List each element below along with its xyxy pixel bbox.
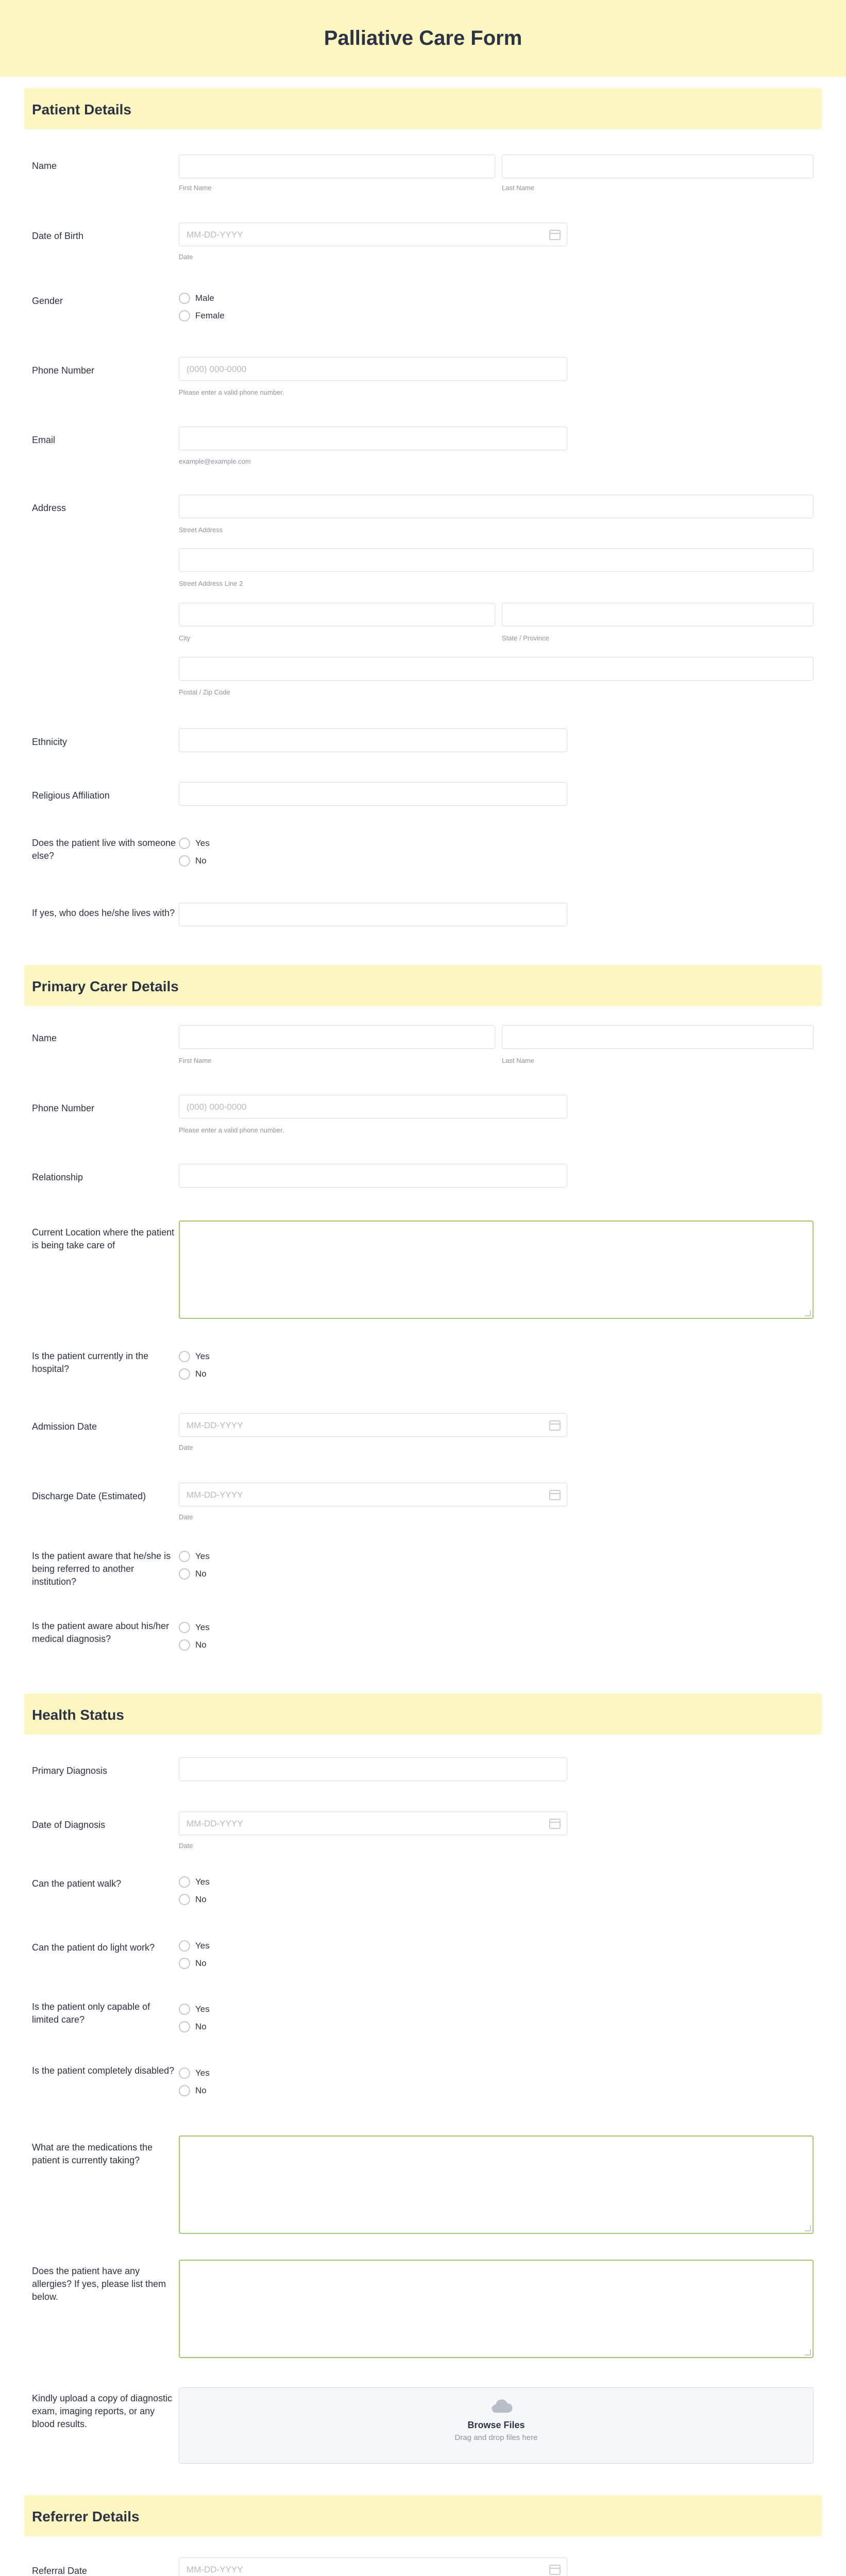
option-label: Yes — [195, 1877, 210, 1887]
first-name-sublabel: First Name — [179, 184, 212, 192]
light-work-yes[interactable] — [179, 1940, 210, 1952]
option-label: No — [195, 856, 207, 866]
section-referrer — [24, 2495, 822, 2536]
first-name-sublabel: First Name — [179, 1057, 212, 1064]
radio-icon[interactable] — [179, 855, 190, 867]
option-label: Male — [195, 293, 214, 303]
address-label: Address — [32, 503, 66, 513]
radio-icon[interactable] — [179, 2067, 190, 2079]
last-name-input[interactable] — [502, 155, 814, 178]
who-lives-label: If yes, who does he/she lives with? — [32, 908, 175, 918]
option-label: Yes — [195, 1941, 210, 1951]
radio-icon[interactable] — [179, 1639, 190, 1651]
option-label: No — [195, 1894, 207, 1904]
city-sublabel: City — [179, 634, 191, 642]
radio-icon[interactable] — [179, 293, 190, 304]
can-walk-yes[interactable] — [179, 1876, 210, 1888]
light-work-no[interactable] — [179, 1958, 207, 1969]
option-label: Female — [195, 311, 225, 320]
who-lives-input[interactable] — [179, 903, 567, 926]
radio-icon[interactable] — [179, 1876, 190, 1888]
upload-label: Kindly upload a copy of diagnostic exam, imaging reports, or any blood results. — [32, 2393, 173, 2429]
carer-name-label: Name — [32, 1033, 57, 1043]
date-placeholder: MM-DD-YYYY — [187, 2565, 243, 2574]
disabled-no[interactable] — [179, 2085, 207, 2096]
limited-care-label: Is the patient only capable of limited care? — [32, 2002, 150, 2025]
phone-placeholder: (000) 000-0000 — [187, 364, 247, 374]
section-patient-details — [24, 88, 822, 129]
primary-diagnosis-label: Primary Diagnosis — [32, 1766, 108, 1776]
gender-male-option[interactable] — [179, 293, 214, 304]
light-work-label: Can the patient do light work? — [32, 1942, 155, 1953]
section-primary-carer — [24, 965, 822, 1006]
option-label: No — [195, 2022, 207, 2031]
radio-icon[interactable] — [179, 1551, 190, 1562]
state-input[interactable] — [502, 603, 814, 626]
can-walk-label: Can the patient walk? — [32, 1878, 122, 1889]
relationship-label: Relationship — [32, 1172, 83, 1182]
can-walk-no[interactable] — [179, 1894, 207, 1905]
radio-icon[interactable] — [179, 1368, 190, 1380]
street-address-sublabel: Street Address — [179, 526, 223, 534]
carer-first-name-input[interactable] — [179, 1025, 495, 1049]
date-sublabel: Date — [179, 1842, 193, 1850]
ethnicity-label: Ethnicity — [32, 737, 67, 747]
current-location-textarea[interactable] — [179, 1221, 814, 1319]
date-placeholder: MM-DD-YYYY — [187, 1490, 243, 1500]
city-input[interactable] — [179, 603, 495, 626]
drag-drop-text: Drag and drop files here — [454, 2433, 538, 2442]
street-address-input[interactable] — [179, 495, 814, 518]
option-label: Yes — [195, 1551, 210, 1561]
lives-with-label: Does the patient live with someone else? — [32, 838, 176, 861]
referral-date-label: Referral Date — [32, 2566, 88, 2576]
option-label: Yes — [195, 2004, 210, 2014]
last-name-sublabel: Last Name — [502, 1057, 534, 1064]
radio-icon[interactable] — [179, 1351, 190, 1362]
radio-icon[interactable] — [179, 1568, 190, 1580]
date-diagnosis-label: Date of Diagnosis — [32, 1820, 106, 1830]
ethnicity-input[interactable] — [179, 728, 567, 752]
primary-diagnosis-input[interactable] — [179, 1757, 567, 1781]
dob-input[interactable] — [179, 223, 567, 246]
lives-with-no[interactable] — [179, 855, 207, 867]
form-title: Palliative Care Form — [324, 27, 522, 49]
in-hospital-label: Is the patient currently in the hospital? — [32, 1351, 149, 1374]
aware-referred-label: Is the patient aware that he/she is being referred to another institution? — [32, 1551, 171, 1587]
email-label: Email — [32, 435, 56, 445]
dob-placeholder: MM-DD-YYYY — [187, 230, 243, 240]
state-sublabel: State / Province — [502, 634, 549, 642]
calendar-icon[interactable] — [549, 2565, 561, 2575]
date-placeholder: MM-DD-YYYY — [187, 1819, 243, 1828]
aware-diagnosis-label: Is the patient aware about his/her medical diagnosis? — [32, 1621, 170, 1644]
option-label: No — [195, 1640, 207, 1650]
radio-icon[interactable] — [179, 838, 190, 849]
first-name-input[interactable] — [179, 155, 495, 178]
email-input[interactable] — [179, 427, 567, 450]
in-hospital-no[interactable] — [179, 1368, 207, 1380]
name-label: Name — [32, 161, 57, 171]
religious-label: Religious Affiliation — [32, 790, 110, 801]
street-address-2-sublabel: Street Address Line 2 — [179, 580, 243, 587]
radio-icon[interactable] — [179, 1894, 190, 1905]
option-label: Yes — [195, 1351, 210, 1361]
email-sublabel: example@example.com — [179, 457, 251, 465]
street-address-2-input[interactable] — [179, 548, 814, 572]
radio-icon[interactable] — [179, 310, 190, 321]
religious-input[interactable] — [179, 782, 567, 806]
gender-female-option[interactable] — [179, 310, 225, 321]
radio-icon[interactable] — [179, 1958, 190, 1969]
dob-label: Date of Birth — [32, 231, 84, 241]
lives-with-yes[interactable] — [179, 838, 210, 849]
date-sublabel: Date — [179, 1513, 193, 1521]
file-upload-dropzone[interactable] — [179, 2387, 814, 2464]
date-placeholder: MM-DD-YYYY — [187, 1420, 243, 1430]
aware-diagnosis-no[interactable] — [179, 1639, 207, 1651]
section-title: Patient Details — [32, 101, 131, 117]
phone-placeholder: (000) 000-0000 — [187, 1102, 247, 1112]
phone-sublabel: Please enter a valid phone number. — [179, 1126, 284, 1134]
postal-sublabel: Postal / Zip Code — [179, 688, 230, 696]
date-sublabel: Date — [179, 1444, 193, 1451]
form-header — [0, 0, 846, 77]
calendar-icon[interactable] — [549, 1420, 561, 1431]
carer-last-name-input[interactable] — [502, 1025, 814, 1049]
section-title: Referrer Details — [32, 2509, 140, 2524]
phone-label: Phone Number — [32, 365, 95, 376]
cloud-upload-icon — [490, 2398, 513, 2414]
aware-referred-yes[interactable] — [179, 1551, 210, 1562]
option-label: No — [195, 2086, 207, 2095]
option-label: Yes — [195, 838, 210, 848]
admission-date-input[interactable] — [179, 1413, 567, 1437]
dob-sublabel: Date — [179, 253, 193, 261]
section-title: Primary Carer Details — [32, 978, 179, 994]
aware-diagnosis-yes[interactable] — [179, 1622, 210, 1633]
disabled-yes[interactable] — [179, 2067, 210, 2079]
discharge-date-label: Discharge Date (Estimated) — [32, 1491, 146, 1501]
limited-care-no[interactable] — [179, 2021, 207, 2032]
phone-sublabel: Please enter a valid phone number. — [179, 388, 284, 396]
in-hospital-yes[interactable] — [179, 1351, 210, 1362]
carer-phone-label: Phone Number — [32, 1103, 95, 1113]
section-health-status — [24, 1693, 822, 1735]
option-label: No — [195, 1958, 207, 1968]
medications-label: What are the medications the patient is currently taking? — [32, 2142, 153, 2165]
last-name-sublabel: Last Name — [502, 184, 534, 192]
postal-input[interactable] — [179, 657, 814, 681]
limited-care-yes[interactable] — [179, 2004, 210, 2015]
relationship-input[interactable] — [179, 1164, 567, 1188]
allergies-textarea[interactable] — [179, 2260, 814, 2358]
admission-date-label: Admission Date — [32, 1421, 97, 1432]
option-label: No — [195, 1369, 207, 1379]
option-label: Yes — [195, 1622, 210, 1632]
gender-label: Gender — [32, 296, 63, 306]
referral-date-input[interactable] — [179, 2557, 567, 2576]
phone-input[interactable] — [179, 357, 567, 381]
allergies-label: Does the patient have any allergies? If yes, please list them below. — [32, 2266, 166, 2302]
radio-icon[interactable] — [179, 2004, 190, 2015]
calendar-icon[interactable] — [549, 1490, 561, 1500]
option-label: Yes — [195, 2068, 210, 2078]
disabled-label: Is the patient completely disabled? — [32, 2065, 175, 2076]
section-title: Health Status — [32, 1707, 124, 1723]
calendar-icon[interactable] — [549, 230, 561, 240]
carer-phone-input[interactable] — [179, 1095, 567, 1118]
radio-icon[interactable] — [179, 2021, 190, 2032]
date-diagnosis-input[interactable] — [179, 1811, 567, 1835]
aware-referred-no[interactable] — [179, 1568, 207, 1580]
radio-icon[interactable] — [179, 1940, 190, 1952]
option-label: No — [195, 1569, 207, 1579]
calendar-icon[interactable] — [549, 1819, 561, 1829]
radio-icon[interactable] — [179, 2085, 190, 2096]
medications-textarea[interactable] — [179, 2136, 814, 2234]
discharge-date-input[interactable] — [179, 1483, 567, 1506]
current-location-label: Current Location where the patient is being take care of — [32, 1227, 175, 1250]
browse-files-button[interactable]: Browse Files — [467, 2420, 525, 2430]
radio-icon[interactable] — [179, 1622, 190, 1633]
